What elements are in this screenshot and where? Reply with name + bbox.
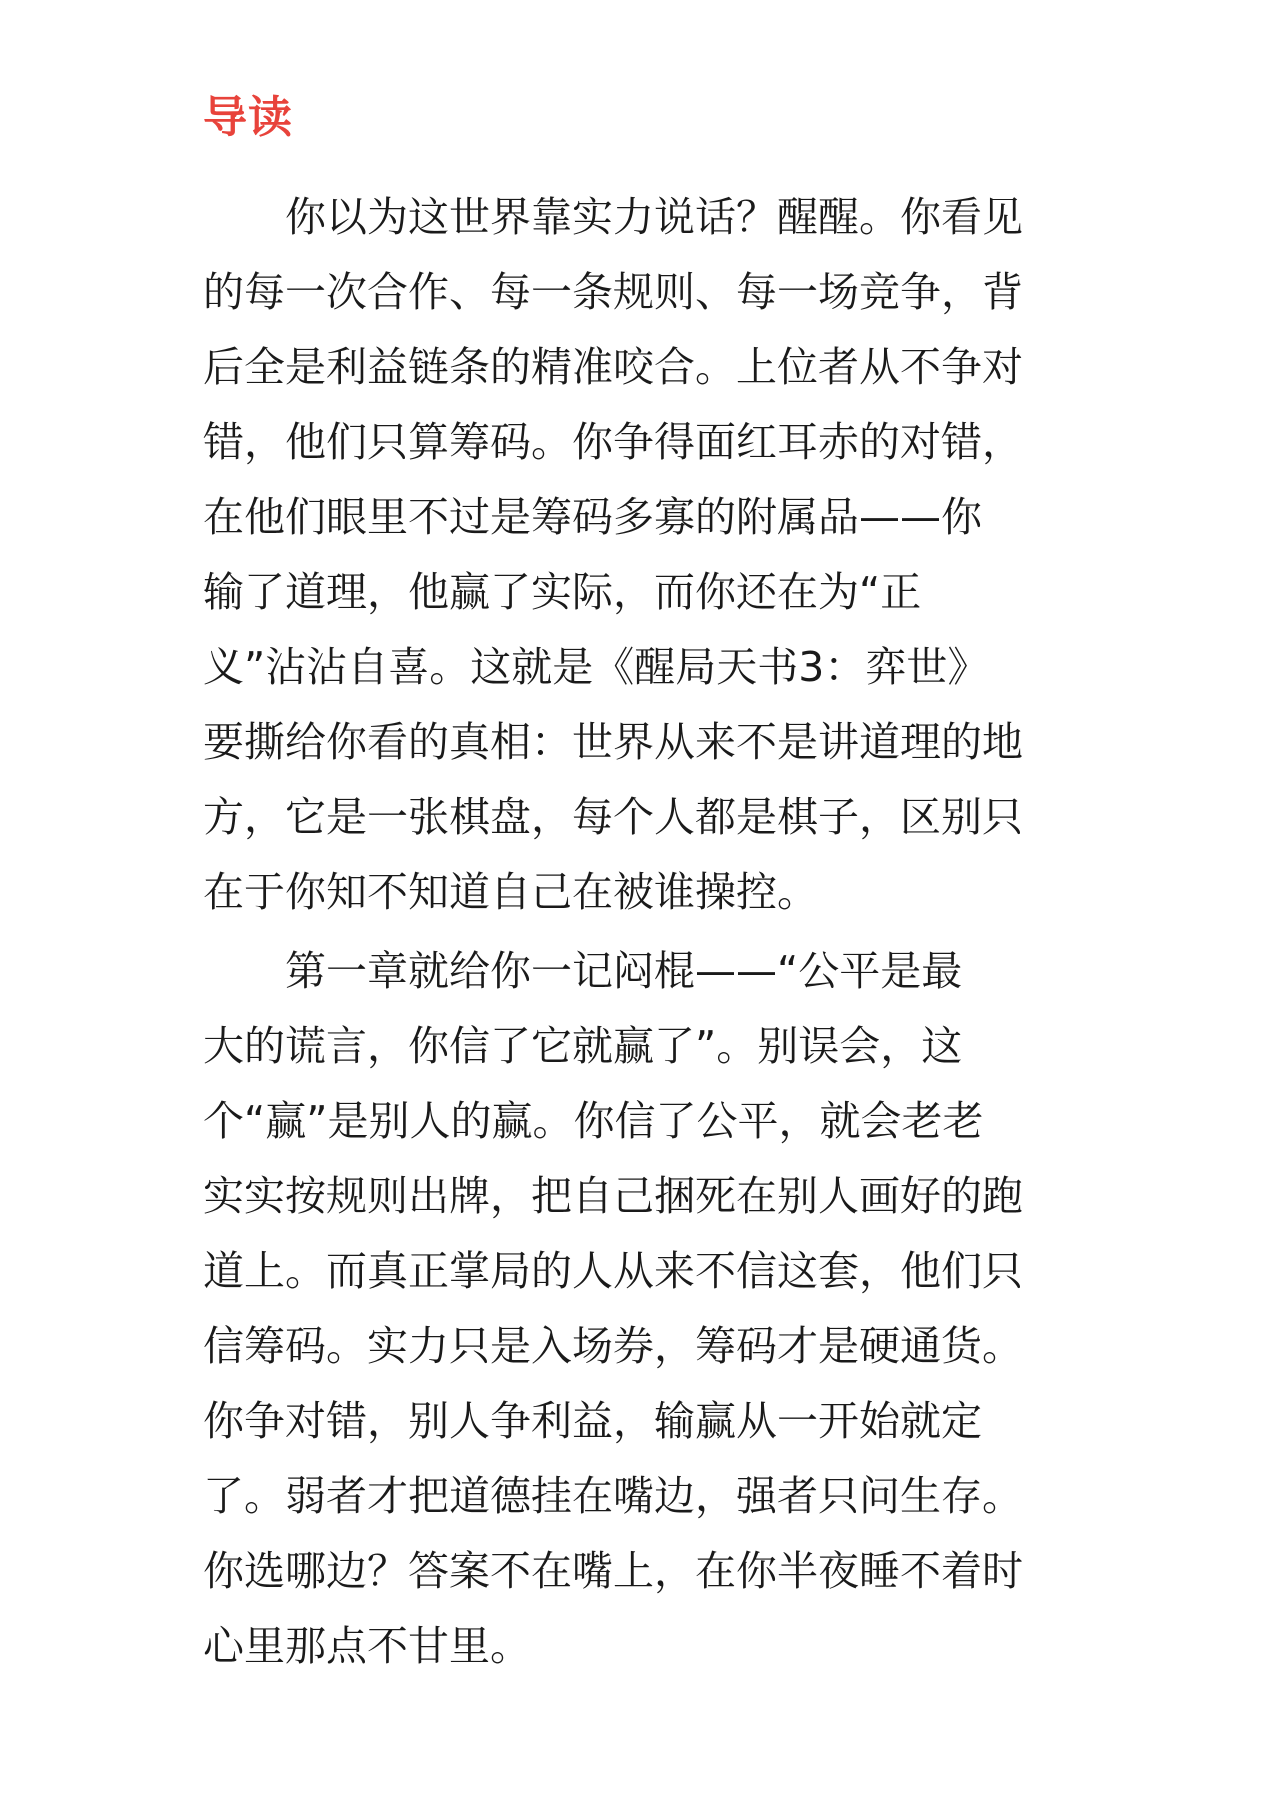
paragraph-1: 你以为这世界靠实力说话？醒醒。你看见 的每一次合作、每一条规则、每一场竞争，背 后全是利益链条的精准咬合。上位者从不争对 错，他们只算筹码。你争得面红耳赤的对错， 在他们眼里不过是筹码多寡的附属品——你 输了道理，他赢了实际，而你还在为“正 义”沾沾自喜。这就是《醒局天书3：弈世》 要撕给你看的真相：世界从来不是讲道理的地 方，它是一张棋盘，每个人都是棋子，区别只 在于你知不知道自己在被谁操控。 xyxy=(203,193,1023,916)
paragraph-2: 第一章就给你一记闷棍——“公平是最 大的谎言，你信了它就赢了”。别误会，这 个“赢”是别人的赢。你信了公平，就会老老 实实按规则出牌，把自己捆死在别人画好的跑 道上。而真正掌局的人从来不信这套，他们只 信筹码。实力只是入场券，筹码才是硬通货。 你争对错，别人争利益，输赢从一开始就定 了。弱者才把道德挂在嘴边，强者只问生存。 你选哪边？答案不在嘴上，在你半夜睡不着时 心里那点不甘里。 xyxy=(203,947,1023,1670)
section-heading: 导读 xyxy=(203,92,293,143)
